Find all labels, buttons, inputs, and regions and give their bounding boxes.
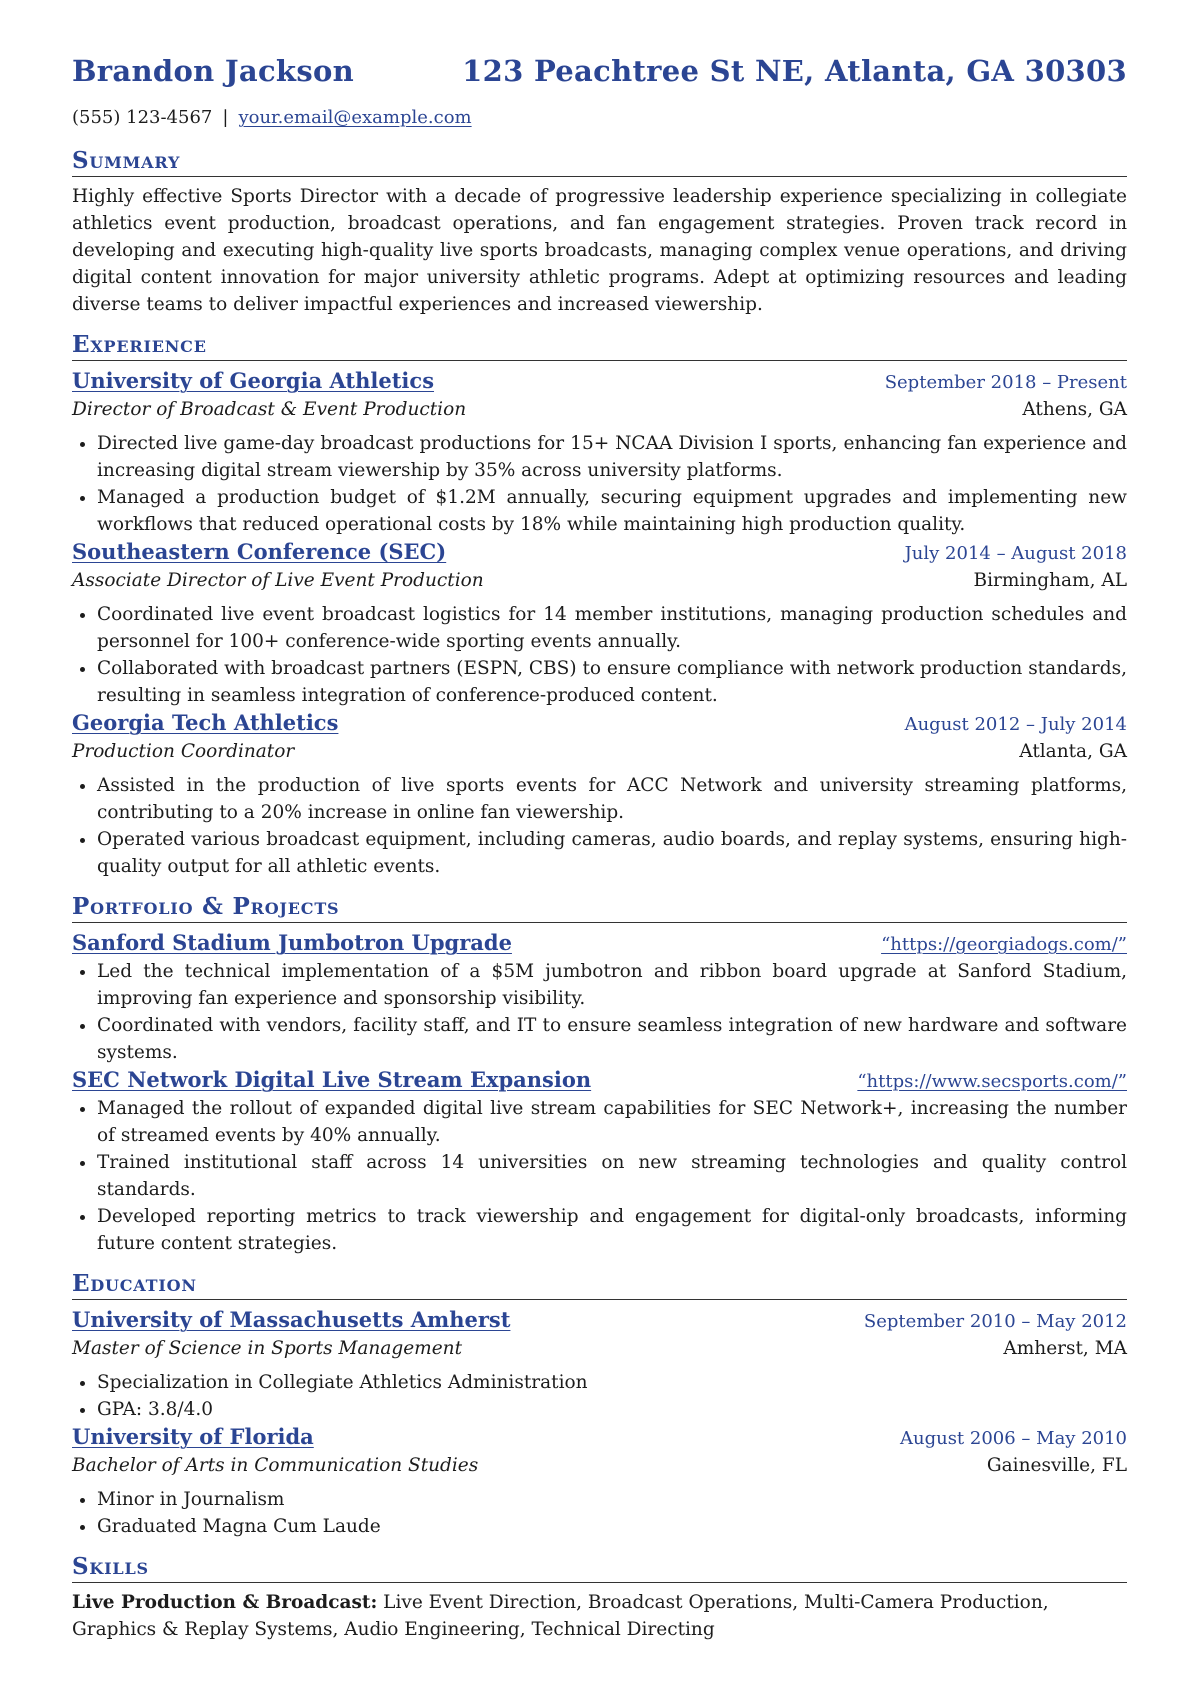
job-location: Atlanta, GA (1019, 741, 1127, 762)
skills-list: Live Event Direction, Broadcast Operations, Multi-Camera Production, Graphics & Replay Systems, Audio Engineering, Technical Directing (72, 1592, 1049, 1640)
bullet-item: • Coordinated live event broadcast logistics for 14 member institutions, managing production schedules and personnel for 100+ conference-wide sporting events annually. (97, 601, 1127, 655)
job-title: Director of Broadcast & Event Production (72, 399, 467, 420)
bullet-item: • Trained institutional staff across 14 universities on new streaming technologies and quality control standards. (97, 1149, 1127, 1203)
skills-section (72, 1589, 1127, 1643)
bullet-list (72, 772, 1127, 880)
summary-section (72, 183, 1127, 318)
project-title-link[interactable]: SEC Network Digital Live Stream Expansion (72, 1067, 592, 1092)
degree-title: Master of Science in Sports Management (72, 1338, 463, 1359)
contact-separator: | (222, 107, 229, 128)
project-entry (72, 929, 1127, 1066)
summary-text: Highly effective Sports Director with a decade of progressive leadership experience specializing in collegiate athletics event production, broadcast operations, and fan engagement strategies. Proven track record in developing and executing high-quality live sports broadcasts, managing complex venue operations, and driving digital content innovation for major university athletic programs. Adept at optimizing resources and leading diverse teams to deliver impactful experiences and increased viewership. (72, 186, 1127, 315)
bullet-list (72, 1095, 1127, 1257)
bullet-item: • GPA: 3.8/4.0 (97, 1396, 1127, 1423)
bullet-item: • Developed reporting metrics to track viewership and engagement for digital-only broadcasts, informing future content strategies. (97, 1203, 1127, 1257)
school-link[interactable]: University of Florida (72, 1424, 314, 1449)
job-location: Athens, GA (1022, 399, 1127, 420)
section-title-summary: Summary (72, 146, 1127, 177)
bullet-item: • Minor in Journalism (97, 1486, 1127, 1513)
bullet-item: • Operated various broadcast equipment, including cameras, audio boards, and replay systems, ensuring high-quality output for all athletic events. (97, 826, 1127, 880)
phone-number: (555) 123-4567 (72, 107, 213, 128)
bullet-item: • Led the technical implementation of a $5M jumbotron and ribbon board upgrade at Sanford Stadium, improving fan experience and sponsorship visibility. (97, 958, 1127, 1012)
project-entry (72, 1066, 1127, 1257)
employer-link[interactable]: University of Georgia Athletics (72, 368, 435, 393)
school-location: Amherst, MA (1003, 1338, 1127, 1359)
bullet-item: • Assisted in the production of live sports events for ACC Network and university streaming platforms, contributing to a 20% increase in online fan viewership. (97, 772, 1127, 826)
project-url-link[interactable]: “https://www.secsports.com/” (857, 1071, 1127, 1092)
portfolio-section (72, 929, 1127, 1257)
bullet-list (72, 601, 1127, 709)
bullet-item: • Specialization in Collegiate Athletics Administration (97, 1369, 1127, 1396)
employment-dates: July 2014 – August 2018 (904, 543, 1127, 564)
school-link[interactable]: University of Massachusetts Amherst (72, 1307, 511, 1332)
section-title-education: Education (72, 1269, 1127, 1300)
section-title-portfolio: Portfolio & Projects (72, 892, 1127, 923)
email-link[interactable]: your.email@example.com (238, 107, 472, 128)
bullet-list (72, 1486, 1127, 1540)
bullet-list (72, 430, 1127, 538)
bullet-list (72, 958, 1127, 1066)
employer-link[interactable]: Georgia Tech Athletics (72, 710, 339, 735)
bullet-item: • Directed live game-day broadcast productions for 15+ NCAA Division I sports, enhancing fan experience and increasing digital stream viewership by 35% across university platforms. (97, 430, 1127, 484)
bullet-item: • Managed the rollout of expanded digital live stream capabilities for SEC Network+, increasing the number of streamed events by 40% annually. (97, 1095, 1127, 1149)
experience-section (72, 367, 1127, 880)
bullet-item: • Managed a production budget of $1.2M annually, securing equipment upgrades and implementing new workflows that reduced operational costs by 18% while maintaining high production quality. (97, 484, 1127, 538)
bullet-item: • Collaborated with broadcast partners (ESPN, CBS) to ensure compliance with network production standards, resulting in seamless integration of conference-produced content. (97, 655, 1127, 709)
job-title: Associate Director of Live Event Production (72, 570, 484, 591)
job-title: Production Coordinator (72, 741, 295, 762)
education-section (72, 1306, 1127, 1540)
education-entry (72, 1423, 1127, 1540)
bullet-item: • Coordinated with vendors, facility staff, and IT to ensure seamless integration of new hardware and software systems. (97, 1012, 1127, 1066)
employment-dates: September 2018 – Present (884, 372, 1127, 393)
skills-category-label: Live Production & Broadcast: (72, 1592, 378, 1613)
bullet-list (72, 1369, 1127, 1423)
job-location: Birmingham, AL (973, 570, 1127, 591)
section-title-skills: Skills (72, 1552, 1127, 1583)
experience-entry (72, 709, 1127, 880)
degree-title: Bachelor of Arts in Communication Studies (72, 1455, 479, 1476)
skills-line (72, 1589, 1127, 1643)
employment-dates: August 2012 – July 2014 (904, 714, 1127, 735)
contact-line (72, 104, 1127, 134)
experience-entry (72, 538, 1127, 709)
employer-link[interactable]: Southeastern Conference (SEC) (72, 539, 447, 564)
resume-header (72, 54, 1127, 100)
candidate-name: Brandon Jackson (72, 54, 354, 88)
section-title-experience: Experience (72, 330, 1127, 361)
school-location: Gainesville, FL (986, 1455, 1127, 1476)
candidate-address: 123 Peachtree St NE, Atlanta, GA 30303 (462, 54, 1127, 88)
project-url-link[interactable]: “https://georgiadogs.com/” (881, 934, 1127, 955)
study-dates: September 2010 – May 2012 (863, 1311, 1127, 1332)
project-title-link[interactable]: Sanford Stadium Jumbotron Upgrade (72, 930, 512, 955)
education-entry (72, 1306, 1127, 1423)
experience-entry (72, 367, 1127, 538)
bullet-item: • Graduated Magna Cum Laude (97, 1513, 1127, 1540)
study-dates: August 2006 – May 2010 (899, 1428, 1127, 1449)
resume-page (72, 54, 1127, 1643)
